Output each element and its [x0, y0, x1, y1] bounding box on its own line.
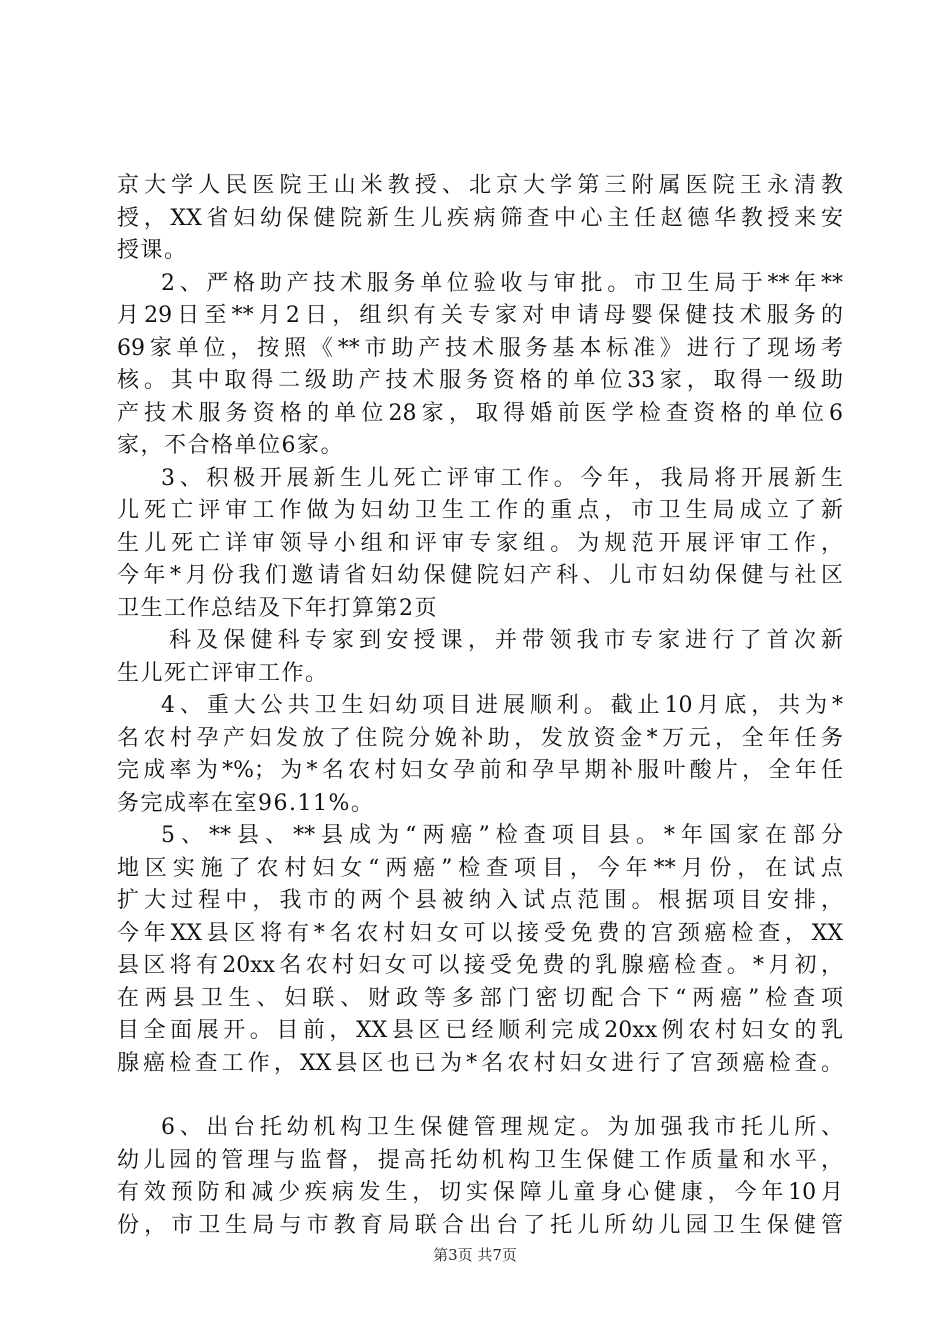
text-line: 授课。 [117, 238, 188, 263]
text-line: 务完成率在室96.11%。 [117, 790, 375, 816]
text-line: 京大学人民医院王山米教授、北京大学第三附属医院王永清教 [117, 173, 843, 198]
paragraph-6-heading: 6、出台托幼机构卫生保健管理规定。为加强我市托儿所、 [161, 1115, 843, 1140]
paragraph-gap [117, 1080, 843, 1112]
text-line: 今年XX县区将有*名农村妇女可以接受免费的宫颈癌检查，XX [117, 920, 843, 946]
text-line: 月29日至**月2日，组织有关专家对申请母婴保健技术服务的 [117, 303, 843, 328]
text-line: 69家单位，按照《**市助产技术服务基本标准》进行了现场考 [117, 335, 843, 361]
text-line: 卫生工作总结及下年打算第2页 [117, 595, 438, 621]
text-line: 地区实施了农村妇女“两癌”检查项目，今年**月份，在试点 [117, 855, 843, 881]
paragraph-4-heading: 4、重大公共卫生妇幼项目进展顺利。截止10月底，共为* [161, 693, 843, 718]
text-line: 生儿死亡详审领导小组和评审专家组。为规范开展评审工作， [117, 530, 843, 556]
text-line: 科及保健科专家到安授课，并带领我市专家进行了首次新 [169, 628, 843, 653]
document-body [117, 170, 843, 1242]
text-line: 核。其中取得二级助产技术服务资格的单位33家，取得一级助 [117, 368, 843, 393]
paragraph-3-heading: 3、积极开展新生儿死亡评审工作。今年，我局将开展新生 [161, 465, 843, 491]
text-line: 今年*月份我们邀请省妇幼保健院妇产科、儿市妇幼保健与社区 [117, 563, 843, 588]
text-line: 份，市卫生局与市教育局联合出台了托儿所幼儿园卫生保健管 [117, 1212, 843, 1238]
text-line: 腺癌检查工作，XX县区也已为*名农村妇女进行了宫颈癌检查。 [117, 1050, 843, 1076]
text-line: 完成率为*%；为*名农村妇女孕前和孕早期补服叶酸片，全年任 [117, 758, 843, 783]
text-line: 在两县卫生、妇联、财政等多部门密切配合下“两癌”检查项 [117, 985, 843, 1011]
text-line: 授，XX省妇幼保健院新生儿疾病筛查中心主任赵德华教授来安 [117, 205, 843, 231]
text-line: 扩大过程中，我市的两个县被纳入试点范围。根据项目安排， [117, 888, 843, 913]
text-line: 产技术服务资格的单位28家，取得婚前医学检查资格的单位6 [117, 400, 843, 426]
text-line: 儿死亡评审工作做为妇幼卫生工作的重点，市卫生局成立了新 [117, 498, 843, 523]
text-line: 家，不合格单位6家。 [117, 433, 344, 458]
text-line: 名农村孕产妇发放了住院分娩补助，发放资金*万元，全年任务 [117, 725, 843, 751]
text-line: 目全面展开。目前，XX县区已经顺利完成20xx例农村妇女的乳 [117, 1018, 843, 1043]
text-line: 幼儿园的管理与监督，提高托幼机构卫生保健工作质量和水平， [117, 1147, 843, 1173]
text-line: 有效预防和减少疾病发生，切实保障儿童身心健康，今年10月 [117, 1180, 843, 1205]
paragraph-2-heading: 2、严格助产技术服务单位验收与审批。市卫生局于**年** [161, 270, 843, 296]
paragraph-5-heading: 5、**县、**县成为“两癌”检查项目县。*年国家在部分 [161, 823, 843, 848]
page-number-footer: 第3页 共7页 [433, 1246, 517, 1264]
text-line: 生儿死亡评审工作。 [117, 660, 329, 686]
text-line: 县区将有20xx名农村妇女可以接受免费的乳腺癌检查。*月初， [117, 953, 843, 978]
